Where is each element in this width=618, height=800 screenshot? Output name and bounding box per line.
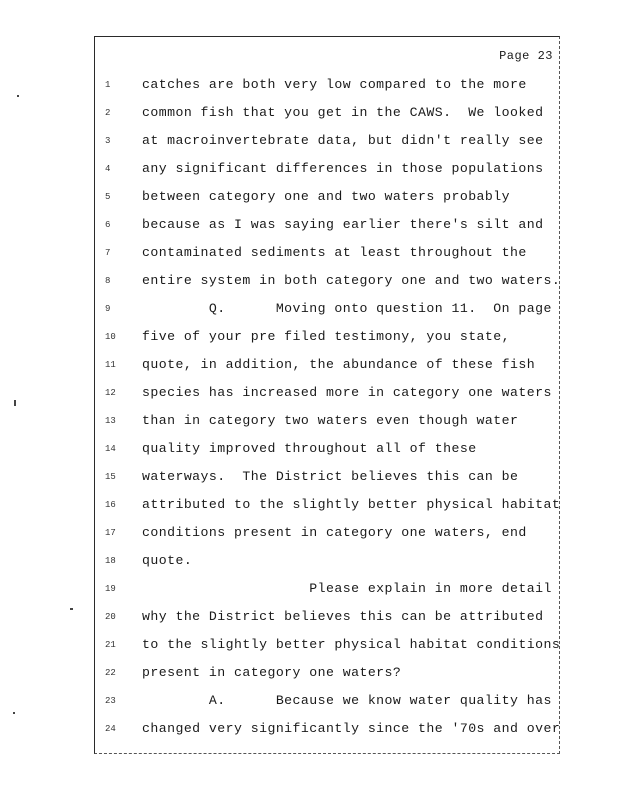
transcript-line bbox=[95, 131, 561, 151]
transcript-line bbox=[95, 663, 561, 683]
line-number: 17 bbox=[105, 528, 116, 538]
line-text: common fish that you get in the CAWS. We looked bbox=[142, 105, 544, 120]
line-number: 15 bbox=[105, 472, 116, 482]
line-number: 5 bbox=[105, 192, 111, 202]
line-text: present in category one waters? bbox=[142, 665, 402, 680]
line-number: 21 bbox=[105, 640, 116, 650]
scan-speck bbox=[70, 608, 73, 610]
line-text: conditions present in category one waters, end bbox=[142, 525, 527, 540]
transcript-line bbox=[95, 299, 561, 319]
line-text: species has increased more in category one waters bbox=[142, 385, 552, 400]
transcript-line bbox=[95, 719, 561, 739]
line-text: quality improved throughout all of these bbox=[142, 441, 477, 456]
line-number: 4 bbox=[105, 164, 111, 174]
transcript-line bbox=[95, 635, 561, 655]
line-number: 1 bbox=[105, 80, 111, 90]
transcript-line bbox=[95, 327, 561, 347]
transcript-line bbox=[95, 187, 561, 207]
line-text: Please explain in more detail bbox=[142, 581, 552, 596]
line-text: at macroinvertebrate data, but didn't really see bbox=[142, 133, 544, 148]
line-number: 12 bbox=[105, 388, 116, 398]
transcript-line bbox=[95, 551, 561, 571]
line-text: why the District believes this can be attributed bbox=[142, 609, 544, 624]
line-number: 13 bbox=[105, 416, 116, 426]
transcript-line bbox=[95, 691, 561, 711]
line-text: five of your pre filed testimony, you state, bbox=[142, 329, 511, 344]
line-text: A. Because we know water quality has bbox=[142, 693, 552, 708]
line-text: quote, in addition, the abundance of these fish bbox=[142, 357, 536, 372]
line-text: quote. bbox=[142, 553, 193, 568]
line-text: between category one and two waters probably bbox=[142, 189, 511, 204]
line-text: because as I was saying earlier there's silt and bbox=[142, 217, 544, 232]
line-number: 22 bbox=[105, 668, 116, 678]
scan-speck bbox=[17, 95, 19, 97]
line-text: changed very significantly since the '70s and over bbox=[142, 721, 561, 736]
line-text: attributed to the slightly better physical habitat bbox=[142, 497, 561, 512]
transcript-line bbox=[95, 215, 561, 235]
line-text: than in category two waters even though water bbox=[142, 413, 519, 428]
transcript-line bbox=[95, 579, 561, 599]
line-text: Q. Moving onto question 11. On page bbox=[142, 301, 552, 316]
line-number: 11 bbox=[105, 360, 116, 370]
line-number: 6 bbox=[105, 220, 111, 230]
line-number: 18 bbox=[105, 556, 116, 566]
transcript-line bbox=[95, 75, 561, 95]
line-text: contaminated sediments at least throughout the bbox=[142, 245, 527, 260]
line-number: 3 bbox=[105, 136, 111, 146]
transcript-page bbox=[94, 36, 560, 754]
line-number: 8 bbox=[105, 276, 111, 286]
line-text: catches are both very low compared to the more bbox=[142, 77, 527, 92]
line-text: to the slightly better physical habitat conditions bbox=[142, 637, 561, 652]
transcript-line bbox=[95, 355, 561, 375]
line-number: 24 bbox=[105, 724, 116, 734]
line-number: 20 bbox=[105, 612, 116, 622]
transcript-line bbox=[95, 159, 561, 179]
line-number: 14 bbox=[105, 444, 116, 454]
scan-speck bbox=[13, 712, 15, 714]
page-number: Page 23 bbox=[499, 49, 553, 63]
transcript-line bbox=[95, 271, 561, 291]
line-number: 2 bbox=[105, 108, 111, 118]
transcript-line bbox=[95, 467, 561, 487]
transcript-line bbox=[95, 523, 561, 543]
line-text: entire system in both category one and two waters. bbox=[142, 273, 561, 288]
transcript-line bbox=[95, 607, 561, 627]
scan-speck bbox=[14, 400, 16, 406]
line-number: 19 bbox=[105, 584, 116, 594]
line-number: 10 bbox=[105, 332, 116, 342]
line-number: 7 bbox=[105, 248, 111, 258]
transcript-line bbox=[95, 411, 561, 431]
line-number: 23 bbox=[105, 696, 116, 706]
transcript-line bbox=[95, 243, 561, 263]
line-number: 16 bbox=[105, 500, 116, 510]
transcript-line bbox=[95, 495, 561, 515]
transcript-line bbox=[95, 439, 561, 459]
line-text: any significant differences in those populations bbox=[142, 161, 544, 176]
transcript-line bbox=[95, 103, 561, 123]
line-text: waterways. The District believes this can be bbox=[142, 469, 519, 484]
line-number: 9 bbox=[105, 304, 111, 314]
transcript-line bbox=[95, 383, 561, 403]
